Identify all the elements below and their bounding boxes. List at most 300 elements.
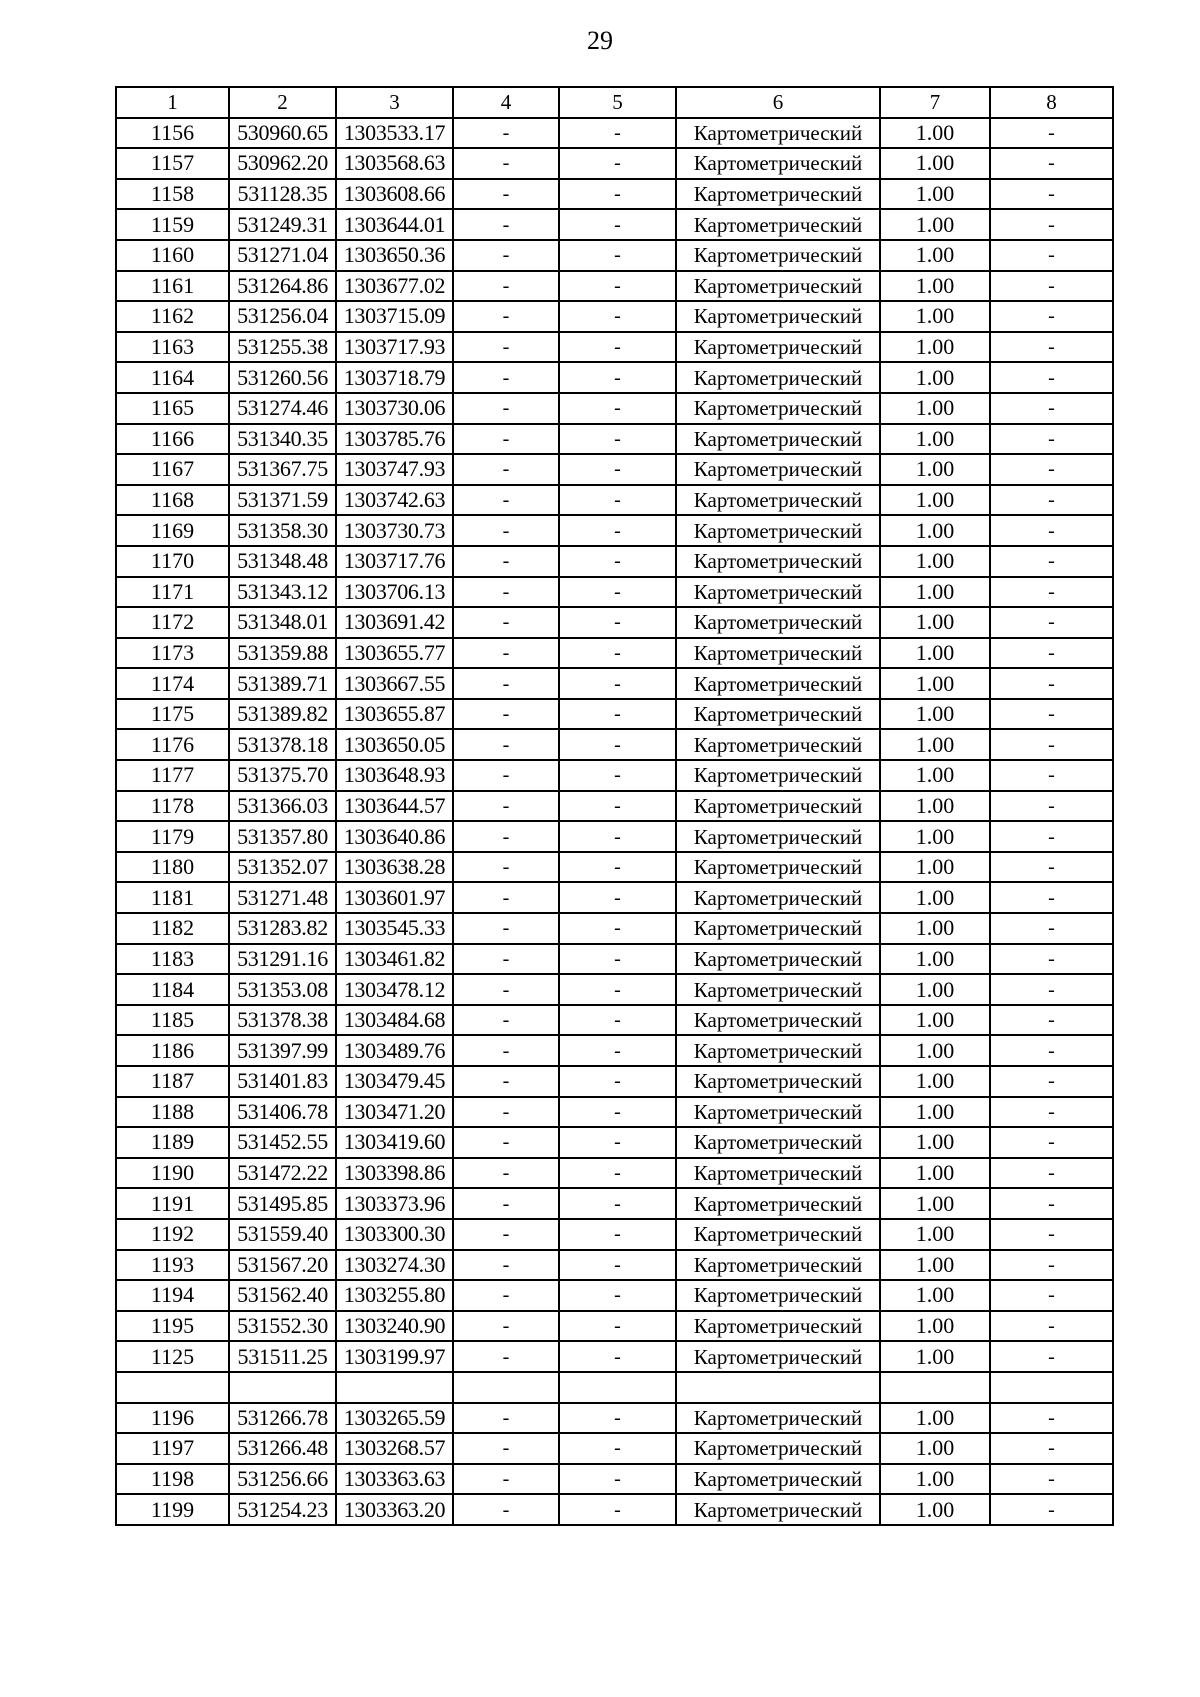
cell-y-coordinate: 1303717.93 bbox=[336, 332, 453, 363]
cell-accuracy: 1.00 bbox=[880, 515, 990, 546]
cell-method: Картометрический bbox=[676, 1311, 880, 1342]
cell-method: Картометрический bbox=[676, 729, 880, 760]
cell-accuracy: 1.00 bbox=[880, 271, 990, 302]
cell-accuracy: 1.00 bbox=[880, 240, 990, 271]
cell-point-number: 1182 bbox=[116, 913, 229, 944]
cell-point-number: 1194 bbox=[116, 1280, 229, 1311]
cell-col-4-value: - bbox=[453, 577, 559, 608]
cell-x-coordinate: 531264.86 bbox=[229, 271, 336, 302]
cell-accuracy: 1.00 bbox=[880, 485, 990, 516]
cell-col-5-value: - bbox=[559, 1433, 676, 1464]
cell-col-8-value: - bbox=[990, 240, 1113, 271]
cell-accuracy: 1.00 bbox=[880, 638, 990, 669]
cell-y-coordinate: 1303300.30 bbox=[336, 1219, 453, 1250]
cell-col-8-value: - bbox=[990, 1494, 1113, 1525]
cell-method: Картометрический bbox=[676, 668, 880, 699]
cell-col-4-value: - bbox=[453, 974, 559, 1005]
cell-col-4-value: - bbox=[453, 515, 559, 546]
cell-col-4-value: - bbox=[453, 1280, 559, 1311]
cell-col-8-value: - bbox=[990, 913, 1113, 944]
cell-x-coordinate: 531256.04 bbox=[229, 301, 336, 332]
cell-col-5-value: - bbox=[559, 1219, 676, 1250]
table-row bbox=[116, 913, 1113, 944]
cell-point-number: 1195 bbox=[116, 1311, 229, 1342]
cell-accuracy: 1.00 bbox=[880, 1403, 990, 1434]
cell-method: Картометрический bbox=[676, 301, 880, 332]
cell-y-coordinate: 1303650.36 bbox=[336, 240, 453, 271]
page-number: 29 bbox=[587, 26, 613, 55]
table-row bbox=[116, 1341, 1113, 1372]
cell-x-coordinate: 530962.20 bbox=[229, 148, 336, 179]
column-header-4: 4 bbox=[453, 87, 559, 118]
column-header-7: 7 bbox=[880, 87, 990, 118]
cell-point-number: 1159 bbox=[116, 209, 229, 240]
cell-method: Картометрический bbox=[676, 1005, 880, 1036]
cell-y-coordinate: 1303471.20 bbox=[336, 1097, 453, 1128]
cell-col-4-value: - bbox=[453, 1433, 559, 1464]
cell-method: Картометрический bbox=[676, 1097, 880, 1128]
cell-x-coordinate: 531353.08 bbox=[229, 974, 336, 1005]
cell-method: Картометрический bbox=[676, 791, 880, 822]
cell-col-8-value: - bbox=[990, 1250, 1113, 1281]
cell-col-5-value: - bbox=[559, 362, 676, 393]
cell-method: Картометрический bbox=[676, 944, 880, 975]
table-row bbox=[116, 1158, 1113, 1189]
cell-x-coordinate: 531283.82 bbox=[229, 913, 336, 944]
cell-y-coordinate: 1303240.90 bbox=[336, 1311, 453, 1342]
cell-col-8-value: - bbox=[990, 1403, 1113, 1434]
cell-col-8-value: - bbox=[990, 424, 1113, 455]
cell-point-number: 1196 bbox=[116, 1403, 229, 1434]
cell-col-4-value: - bbox=[453, 301, 559, 332]
cell-x-coordinate: 531375.70 bbox=[229, 760, 336, 791]
cell-col-4-value: - bbox=[453, 362, 559, 393]
cell-col-5-value: - bbox=[559, 515, 676, 546]
cell-point-number: 1197 bbox=[116, 1433, 229, 1464]
cell-y-coordinate bbox=[336, 1372, 453, 1403]
cell-col-5-value: - bbox=[559, 1341, 676, 1372]
column-header-6: 6 bbox=[676, 87, 880, 118]
cell-x-coordinate: 531562.40 bbox=[229, 1280, 336, 1311]
table-row bbox=[116, 1433, 1113, 1464]
cell-x-coordinate: 531348.48 bbox=[229, 546, 336, 577]
cell-point-number: 1177 bbox=[116, 760, 229, 791]
cell-col-8-value: - bbox=[990, 1219, 1113, 1250]
cell-point-number: 1178 bbox=[116, 791, 229, 822]
cell-col-5-value: - bbox=[559, 821, 676, 852]
cell-col-8-value: - bbox=[990, 699, 1113, 730]
cell-method: Картометрический bbox=[676, 485, 880, 516]
cell-col-8-value: - bbox=[990, 271, 1113, 302]
cell-col-5-value: - bbox=[559, 118, 676, 149]
cell-point-number: 1161 bbox=[116, 271, 229, 302]
cell-col-5-value: - bbox=[559, 1188, 676, 1219]
cell-method: Картометрический bbox=[676, 852, 880, 883]
cell-y-coordinate: 1303747.93 bbox=[336, 454, 453, 485]
cell-col-4-value: - bbox=[453, 638, 559, 669]
cell-x-coordinate: 531452.55 bbox=[229, 1127, 336, 1158]
cell-point-number: 1179 bbox=[116, 821, 229, 852]
cell-col-4-value bbox=[453, 1372, 559, 1403]
table-row bbox=[116, 118, 1113, 149]
table-row bbox=[116, 393, 1113, 424]
cell-point-number: 1175 bbox=[116, 699, 229, 730]
cell-point-number: 1176 bbox=[116, 729, 229, 760]
cell-x-coordinate: 531271.04 bbox=[229, 240, 336, 271]
cell-x-coordinate: 530960.65 bbox=[229, 118, 336, 149]
cell-y-coordinate: 1303461.82 bbox=[336, 944, 453, 975]
cell-col-5-value: - bbox=[559, 791, 676, 822]
cell-col-8-value: - bbox=[990, 454, 1113, 485]
cell-col-4-value: - bbox=[453, 1127, 559, 1158]
cell-accuracy: 1.00 bbox=[880, 607, 990, 638]
cell-method: Картометрический bbox=[676, 1464, 880, 1495]
coordinates-table bbox=[115, 86, 1114, 1526]
cell-method bbox=[676, 1372, 880, 1403]
cell-method: Картометрический bbox=[676, 362, 880, 393]
cell-col-4-value: - bbox=[453, 179, 559, 210]
cell-y-coordinate: 1303568.63 bbox=[336, 148, 453, 179]
cell-method: Картометрический bbox=[676, 577, 880, 608]
table-row bbox=[116, 515, 1113, 546]
table-row bbox=[116, 1066, 1113, 1097]
cell-method: Картометрический bbox=[676, 638, 880, 669]
cell-col-8-value: - bbox=[990, 882, 1113, 913]
cell-accuracy: 1.00 bbox=[880, 362, 990, 393]
cell-x-coordinate: 531389.82 bbox=[229, 699, 336, 730]
cell-col-8-value: - bbox=[990, 974, 1113, 1005]
cell-col-4-value: - bbox=[453, 1403, 559, 1434]
cell-col-8-value: - bbox=[990, 332, 1113, 363]
cell-y-coordinate: 1303655.77 bbox=[336, 638, 453, 669]
cell-accuracy: 1.00 bbox=[880, 760, 990, 791]
cell-point-number: 1188 bbox=[116, 1097, 229, 1128]
cell-col-8-value: - bbox=[990, 1341, 1113, 1372]
cell-accuracy: 1.00 bbox=[880, 1464, 990, 1495]
cell-point-number: 1172 bbox=[116, 607, 229, 638]
cell-col-4-value: - bbox=[453, 485, 559, 516]
cell-col-8-value: - bbox=[990, 1066, 1113, 1097]
cell-col-5-value: - bbox=[559, 1158, 676, 1189]
cell-col-4-value: - bbox=[453, 1005, 559, 1036]
cell-col-4-value: - bbox=[453, 668, 559, 699]
cell-col-5-value: - bbox=[559, 332, 676, 363]
cell-col-5-value: - bbox=[559, 882, 676, 913]
cell-point-number: 1174 bbox=[116, 668, 229, 699]
cell-col-4-value: - bbox=[453, 944, 559, 975]
table-row bbox=[116, 1188, 1113, 1219]
cell-col-4-value: - bbox=[453, 1494, 559, 1525]
table-row bbox=[116, 301, 1113, 332]
table-row bbox=[116, 1250, 1113, 1281]
cell-y-coordinate: 1303489.76 bbox=[336, 1035, 453, 1066]
cell-accuracy: 1.00 bbox=[880, 1341, 990, 1372]
cell-point-number: 1191 bbox=[116, 1188, 229, 1219]
table-row bbox=[116, 577, 1113, 608]
cell-col-8-value: - bbox=[990, 1433, 1113, 1464]
table-row bbox=[116, 271, 1113, 302]
cell-col-8-value: - bbox=[990, 638, 1113, 669]
table-row bbox=[116, 791, 1113, 822]
cell-point-number: 1166 bbox=[116, 424, 229, 455]
cell-col-5-value: - bbox=[559, 638, 676, 669]
cell-method: Картометрический bbox=[676, 393, 880, 424]
cell-x-coordinate: 531291.16 bbox=[229, 944, 336, 975]
cell-method: Картометрический bbox=[676, 424, 880, 455]
cell-col-5-value: - bbox=[559, 209, 676, 240]
cell-y-coordinate: 1303730.06 bbox=[336, 393, 453, 424]
cell-col-5-value: - bbox=[559, 1494, 676, 1525]
cell-y-coordinate: 1303373.96 bbox=[336, 1188, 453, 1219]
cell-y-coordinate: 1303265.59 bbox=[336, 1403, 453, 1434]
column-header-3: 3 bbox=[336, 87, 453, 118]
cell-point-number: 1193 bbox=[116, 1250, 229, 1281]
cell-accuracy: 1.00 bbox=[880, 301, 990, 332]
cell-y-coordinate: 1303199.97 bbox=[336, 1341, 453, 1372]
table-row bbox=[116, 1464, 1113, 1495]
cell-y-coordinate: 1303255.80 bbox=[336, 1280, 453, 1311]
cell-accuracy: 1.00 bbox=[880, 913, 990, 944]
cell-col-8-value: - bbox=[990, 607, 1113, 638]
cell-x-coordinate: 531358.30 bbox=[229, 515, 336, 546]
cell-accuracy: 1.00 bbox=[880, 424, 990, 455]
cell-col-8-value: - bbox=[990, 1280, 1113, 1311]
cell-col-8-value: - bbox=[990, 729, 1113, 760]
cell-accuracy: 1.00 bbox=[880, 729, 990, 760]
cell-point-number: 1190 bbox=[116, 1158, 229, 1189]
cell-col-4-value: - bbox=[453, 454, 559, 485]
cell-method: Картометрический bbox=[676, 179, 880, 210]
cell-accuracy: 1.00 bbox=[880, 882, 990, 913]
table-row bbox=[116, 1311, 1113, 1342]
cell-y-coordinate: 1303608.66 bbox=[336, 179, 453, 210]
cell-point-number: 1185 bbox=[116, 1005, 229, 1036]
cell-x-coordinate: 531255.38 bbox=[229, 332, 336, 363]
cell-col-5-value: - bbox=[559, 1403, 676, 1434]
cell-col-5-value: - bbox=[559, 1097, 676, 1128]
cell-point-number: 1183 bbox=[116, 944, 229, 975]
cell-x-coordinate: 531367.75 bbox=[229, 454, 336, 485]
column-header-1: 1 bbox=[116, 87, 229, 118]
cell-method: Картометрический bbox=[676, 240, 880, 271]
cell-col-5-value: - bbox=[559, 424, 676, 455]
cell-y-coordinate: 1303644.01 bbox=[336, 209, 453, 240]
cell-col-4-value: - bbox=[453, 760, 559, 791]
cell-point-number: 1189 bbox=[116, 1127, 229, 1158]
cell-col-8-value: - bbox=[990, 1035, 1113, 1066]
cell-col-4-value: - bbox=[453, 148, 559, 179]
table-row bbox=[116, 760, 1113, 791]
table-row bbox=[116, 821, 1113, 852]
table-row bbox=[116, 1372, 1113, 1403]
cell-col-5-value: - bbox=[559, 301, 676, 332]
table-row bbox=[116, 699, 1113, 730]
cell-col-4-value: - bbox=[453, 118, 559, 149]
cell-x-coordinate: 531260.56 bbox=[229, 362, 336, 393]
cell-col-5-value: - bbox=[559, 852, 676, 883]
cell-point-number: 1186 bbox=[116, 1035, 229, 1066]
cell-y-coordinate: 1303730.73 bbox=[336, 515, 453, 546]
cell-col-5-value: - bbox=[559, 1035, 676, 1066]
cell-point-number: 1170 bbox=[116, 546, 229, 577]
cell-col-4-value: - bbox=[453, 271, 559, 302]
table-row bbox=[116, 974, 1113, 1005]
cell-y-coordinate: 1303601.97 bbox=[336, 882, 453, 913]
table-row bbox=[116, 1494, 1113, 1525]
cell-col-4-value: - bbox=[453, 1188, 559, 1219]
cell-col-5-value: - bbox=[559, 546, 676, 577]
cell-x-coordinate bbox=[229, 1372, 336, 1403]
cell-accuracy: 1.00 bbox=[880, 1250, 990, 1281]
cell-col-4-value: - bbox=[453, 1219, 559, 1250]
cell-col-4-value: - bbox=[453, 882, 559, 913]
cell-col-8-value: - bbox=[990, 485, 1113, 516]
cell-accuracy: 1.00 bbox=[880, 668, 990, 699]
cell-method: Картометрический bbox=[676, 607, 880, 638]
cell-col-4-value: - bbox=[453, 607, 559, 638]
cell-accuracy: 1.00 bbox=[880, 1433, 990, 1464]
cell-col-4-value: - bbox=[453, 393, 559, 424]
cell-point-number: 1171 bbox=[116, 577, 229, 608]
cell-col-4-value: - bbox=[453, 729, 559, 760]
cell-x-coordinate: 531266.48 bbox=[229, 1433, 336, 1464]
cell-col-8-value: - bbox=[990, 1097, 1113, 1128]
cell-col-8-value: - bbox=[990, 791, 1113, 822]
cell-x-coordinate: 531128.35 bbox=[229, 179, 336, 210]
cell-col-4-value: - bbox=[453, 913, 559, 944]
cell-accuracy: 1.00 bbox=[880, 944, 990, 975]
cell-point-number: 1198 bbox=[116, 1464, 229, 1495]
cell-col-8-value: - bbox=[990, 209, 1113, 240]
cell-method: Картометрический bbox=[676, 913, 880, 944]
cell-method: Картометрический bbox=[676, 821, 880, 852]
cell-col-8-value: - bbox=[990, 362, 1113, 393]
cell-col-5-value: - bbox=[559, 577, 676, 608]
cell-accuracy: 1.00 bbox=[880, 1494, 990, 1525]
cell-accuracy: 1.00 bbox=[880, 1158, 990, 1189]
cell-y-coordinate: 1303742.63 bbox=[336, 485, 453, 516]
table-row bbox=[116, 454, 1113, 485]
cell-x-coordinate: 531266.78 bbox=[229, 1403, 336, 1434]
cell-y-coordinate: 1303640.86 bbox=[336, 821, 453, 852]
cell-point-number: 1192 bbox=[116, 1219, 229, 1250]
table-row bbox=[116, 546, 1113, 577]
cell-point-number: 1164 bbox=[116, 362, 229, 393]
cell-accuracy: 1.00 bbox=[880, 332, 990, 363]
cell-accuracy: 1.00 bbox=[880, 209, 990, 240]
cell-col-5-value: - bbox=[559, 485, 676, 516]
cell-point-number: 1169 bbox=[116, 515, 229, 546]
cell-y-coordinate: 1303484.68 bbox=[336, 1005, 453, 1036]
cell-col-8-value: - bbox=[990, 944, 1113, 975]
cell-y-coordinate: 1303268.57 bbox=[336, 1433, 453, 1464]
cell-method: Картометрический bbox=[676, 1188, 880, 1219]
cell-point-number: 1165 bbox=[116, 393, 229, 424]
cell-accuracy: 1.00 bbox=[880, 577, 990, 608]
cell-accuracy: 1.00 bbox=[880, 821, 990, 852]
cell-col-5-value: - bbox=[559, 1127, 676, 1158]
cell-point-number: 1167 bbox=[116, 454, 229, 485]
cell-y-coordinate: 1303691.42 bbox=[336, 607, 453, 638]
cell-point-number: 1160 bbox=[116, 240, 229, 271]
cell-col-5-value: - bbox=[559, 240, 676, 271]
cell-col-5-value: - bbox=[559, 179, 676, 210]
cell-col-5-value: - bbox=[559, 760, 676, 791]
column-header-2: 2 bbox=[229, 87, 336, 118]
cell-accuracy: 1.00 bbox=[880, 1219, 990, 1250]
cell-method: Картометрический bbox=[676, 454, 880, 485]
cell-accuracy: 1.00 bbox=[880, 1127, 990, 1158]
cell-col-4-value: - bbox=[453, 1341, 559, 1372]
cell-col-8-value: - bbox=[990, 1188, 1113, 1219]
cell-point-number: 1156 bbox=[116, 118, 229, 149]
cell-point-number: 1173 bbox=[116, 638, 229, 669]
cell-method: Картометрический bbox=[676, 546, 880, 577]
table-row bbox=[116, 332, 1113, 363]
cell-x-coordinate: 531397.99 bbox=[229, 1035, 336, 1066]
cell-x-coordinate: 531348.01 bbox=[229, 607, 336, 638]
cell-x-coordinate: 531249.31 bbox=[229, 209, 336, 240]
cell-col-5-value: - bbox=[559, 729, 676, 760]
table-row bbox=[116, 729, 1113, 760]
cell-method: Картометрический bbox=[676, 209, 880, 240]
column-header-5: 5 bbox=[559, 87, 676, 118]
cell-col-8-value: - bbox=[990, 1005, 1113, 1036]
cell-accuracy: 1.00 bbox=[880, 1097, 990, 1128]
cell-method: Картометрический bbox=[676, 118, 880, 149]
table-row bbox=[116, 882, 1113, 913]
cell-x-coordinate: 531472.22 bbox=[229, 1158, 336, 1189]
cell-col-5-value: - bbox=[559, 454, 676, 485]
cell-col-4-value: - bbox=[453, 1066, 559, 1097]
cell-method: Картометрический bbox=[676, 1066, 880, 1097]
cell-x-coordinate: 531254.23 bbox=[229, 1494, 336, 1525]
cell-y-coordinate: 1303655.87 bbox=[336, 699, 453, 730]
cell-col-4-value: - bbox=[453, 1464, 559, 1495]
cell-point-number: 1187 bbox=[116, 1066, 229, 1097]
table-row bbox=[116, 944, 1113, 975]
cell-method: Картометрический bbox=[676, 1280, 880, 1311]
cell-y-coordinate: 1303398.86 bbox=[336, 1158, 453, 1189]
cell-col-5-value: - bbox=[559, 1066, 676, 1097]
cell-accuracy bbox=[880, 1372, 990, 1403]
cell-col-8-value: - bbox=[990, 148, 1113, 179]
table-row bbox=[116, 1035, 1113, 1066]
cell-col-4-value: - bbox=[453, 1097, 559, 1128]
cell-method: Картометрический bbox=[676, 1433, 880, 1464]
cell-col-5-value: - bbox=[559, 913, 676, 944]
cell-col-8-value: - bbox=[990, 393, 1113, 424]
cell-y-coordinate: 1303718.79 bbox=[336, 362, 453, 393]
cell-col-5-value: - bbox=[559, 668, 676, 699]
cell-method: Картометрический bbox=[676, 882, 880, 913]
cell-x-coordinate: 531343.12 bbox=[229, 577, 336, 608]
cell-col-8-value: - bbox=[990, 515, 1113, 546]
cell-y-coordinate: 1303638.28 bbox=[336, 852, 453, 883]
table-row bbox=[116, 209, 1113, 240]
cell-point-number: 1168 bbox=[116, 485, 229, 516]
cell-accuracy: 1.00 bbox=[880, 546, 990, 577]
cell-col-5-value: - bbox=[559, 944, 676, 975]
cell-col-4-value: - bbox=[453, 1035, 559, 1066]
cell-method: Картометрический bbox=[676, 271, 880, 302]
cell-col-4-value: - bbox=[453, 1311, 559, 1342]
cell-col-4-value: - bbox=[453, 424, 559, 455]
cell-method: Картометрический bbox=[676, 760, 880, 791]
cell-point-number bbox=[116, 1372, 229, 1403]
cell-accuracy: 1.00 bbox=[880, 791, 990, 822]
table-row bbox=[116, 1280, 1113, 1311]
